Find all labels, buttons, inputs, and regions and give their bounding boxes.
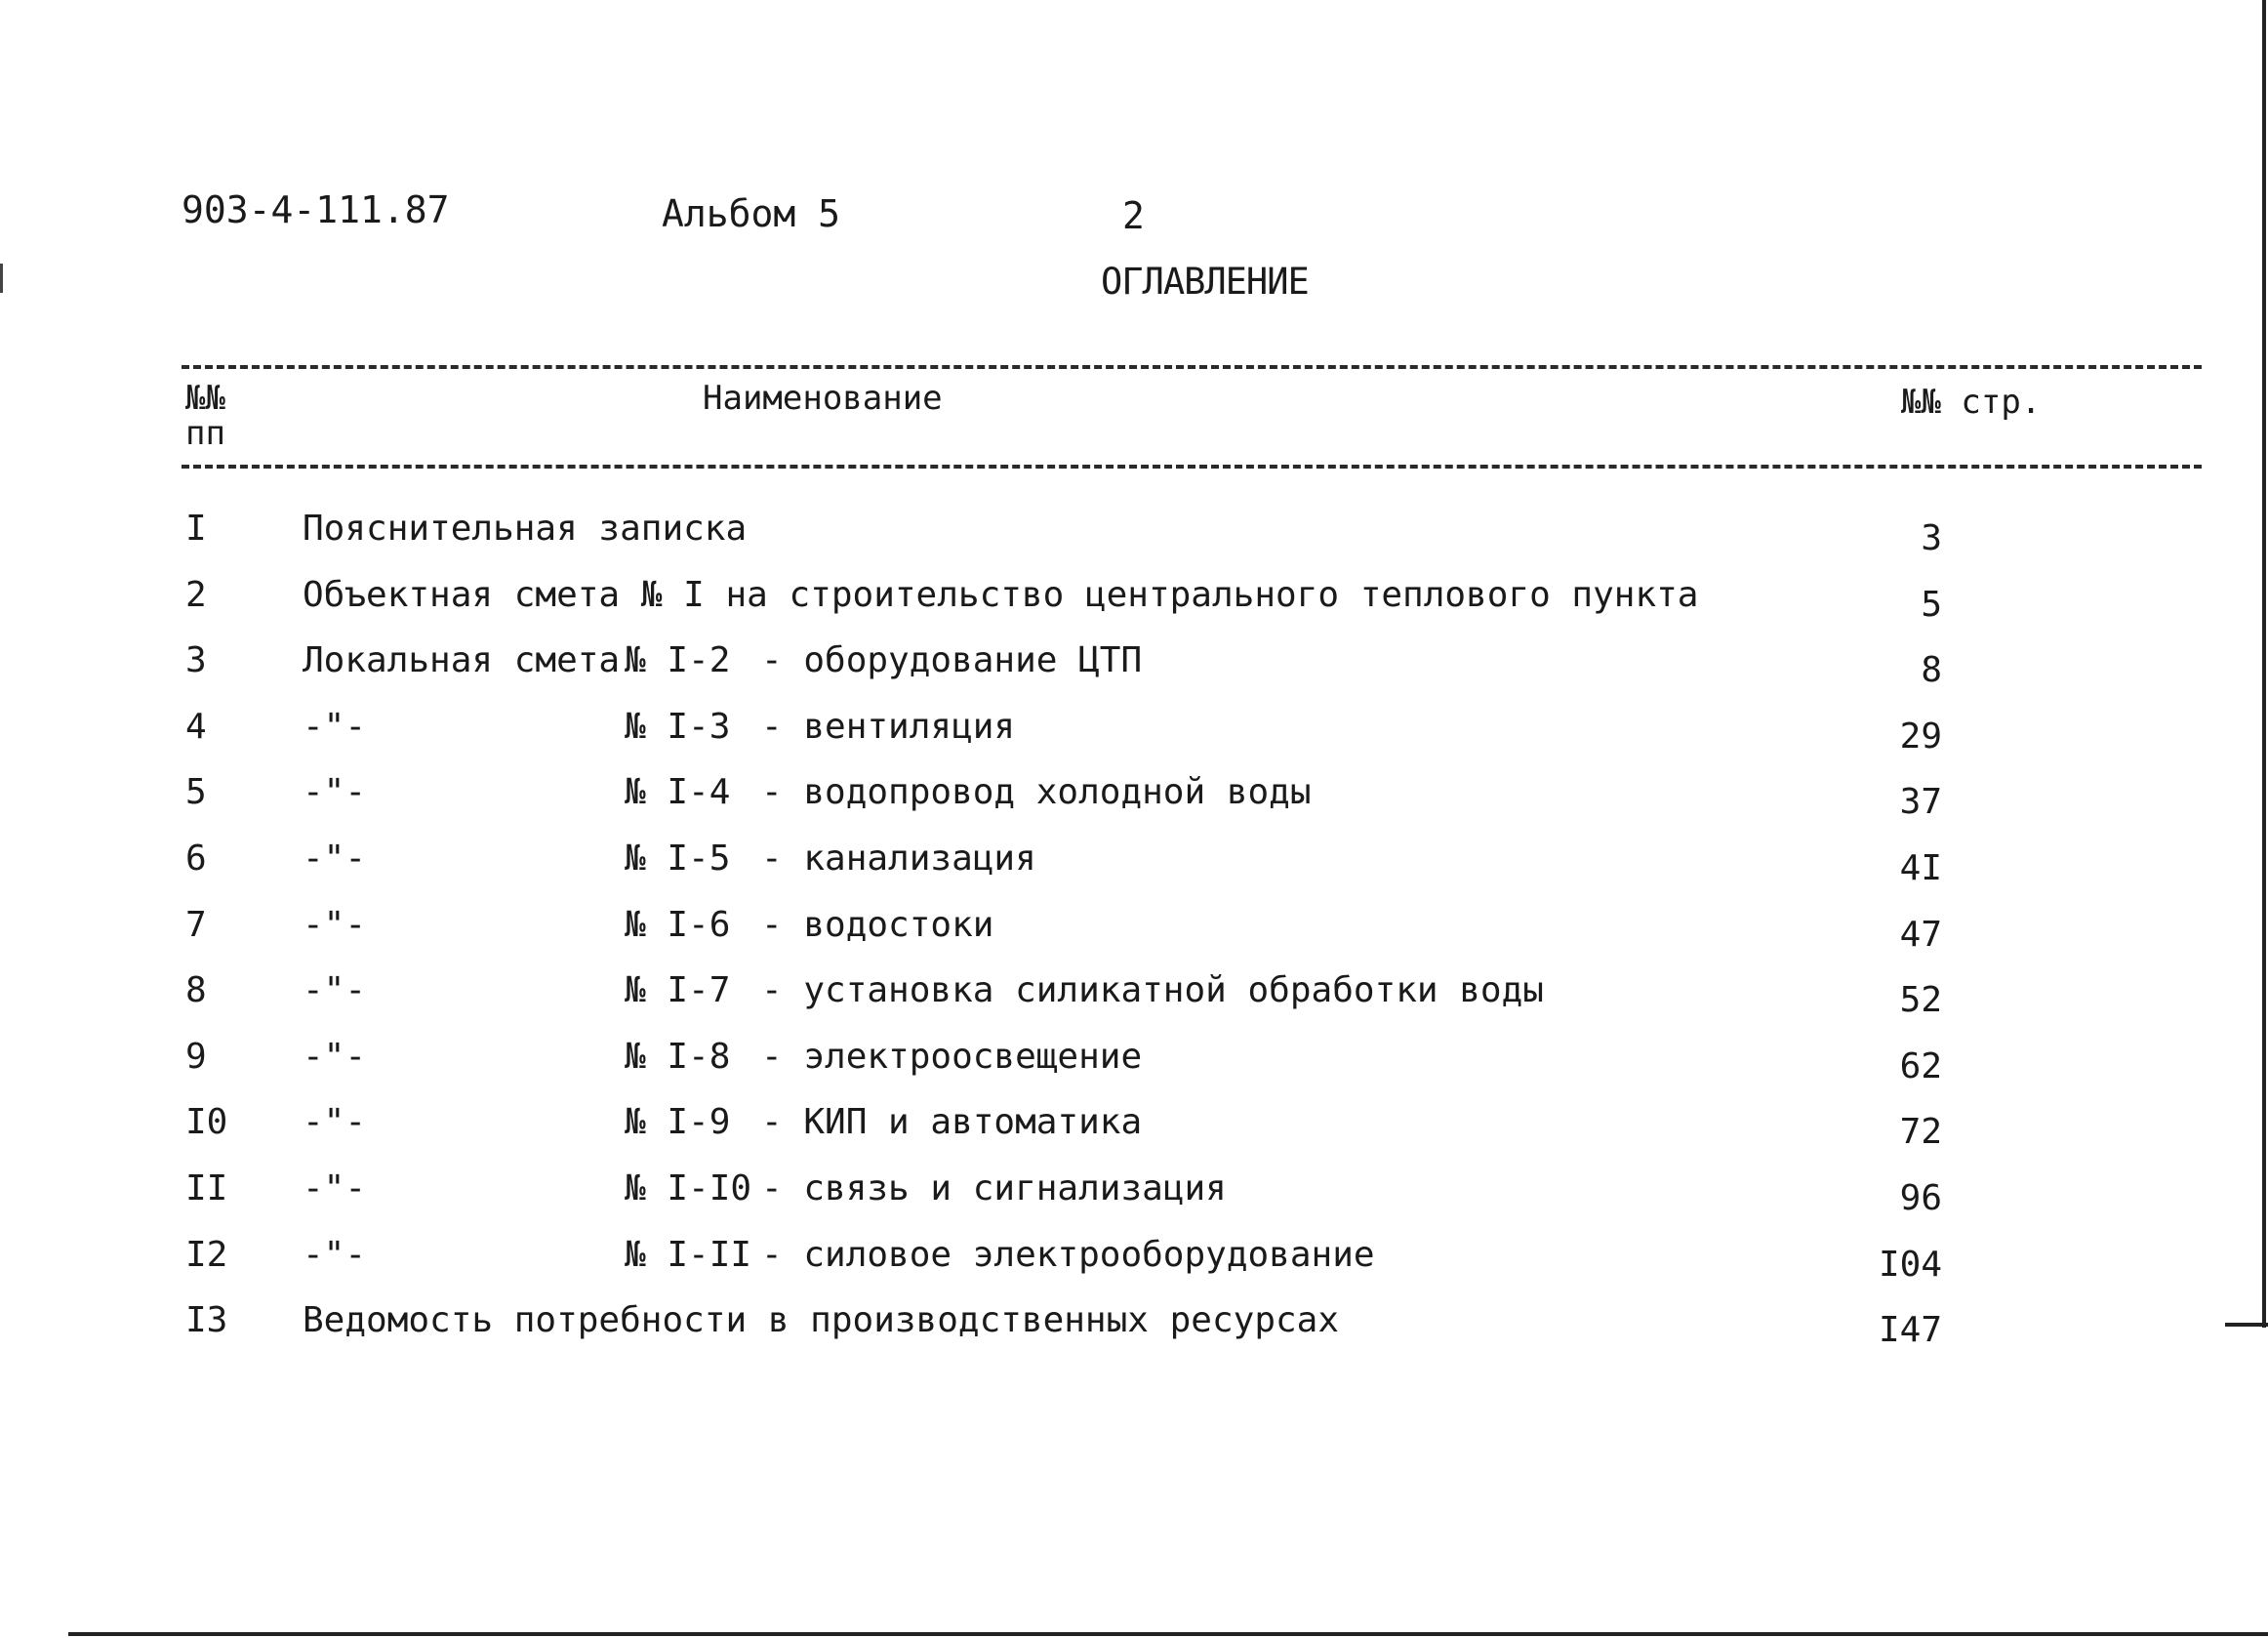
- toc-row: [0, 704, 2268, 770]
- toc-row-page: 29: [1899, 716, 1942, 757]
- toc-row: [0, 637, 2268, 704]
- toc-row-number: I3: [185, 1300, 228, 1341]
- toc-row: [0, 769, 2268, 836]
- toc-row-description: - вентиляция: [761, 706, 1016, 747]
- page-number: 2: [1122, 194, 1145, 237]
- toc-row-code: № I-9: [625, 1102, 731, 1143]
- toc-row-description: - оборудование ЦТП: [761, 640, 1143, 681]
- toc-row-page: 37: [1899, 782, 1942, 823]
- toc-row-description: - водопровод холодной воды: [761, 772, 1312, 813]
- toc-row-number: 2: [185, 574, 207, 615]
- toc-row-name: -"-: [303, 838, 367, 879]
- toc-row-number: 9: [185, 1036, 207, 1077]
- toc-row-number: II: [185, 1167, 228, 1208]
- toc-row-code: № I-2: [625, 640, 731, 681]
- toc-row-description: - установка силикатной обработки воды: [761, 970, 1544, 1011]
- toc-row: [0, 1034, 2268, 1100]
- toc-row: [0, 967, 2268, 1034]
- toc-row-page: 62: [1899, 1045, 1942, 1086]
- toc-row-number: 3: [185, 640, 207, 681]
- toc-row-description: - электроосвещение: [761, 1036, 1143, 1077]
- toc-row-page: 52: [1899, 980, 1942, 1021]
- toc-row-description: - силовое электрооборудование: [761, 1234, 1375, 1275]
- toc-row-number: I: [185, 509, 207, 549]
- toc-row-code: № I-II: [625, 1234, 752, 1275]
- toc-row-number: 8: [185, 970, 207, 1011]
- toc-row: [0, 1099, 2268, 1166]
- toc-row-number: 7: [185, 904, 207, 945]
- toc-row: [0, 1232, 2268, 1298]
- toc-row-page: 5: [1921, 584, 1942, 625]
- toc-row-name: Объектная смета № I на строительство центрального теплового пункта: [303, 574, 1699, 615]
- toc-row: [0, 1297, 2268, 1364]
- toc-row-number: 6: [185, 838, 207, 879]
- toc-row-description: - связь и сигнализация: [761, 1167, 1227, 1208]
- toc-row-description: - канализация: [761, 838, 1036, 879]
- toc-row-code: № I-7: [625, 970, 731, 1011]
- toc-row-code: № I-4: [625, 772, 731, 813]
- toc-row-code: № I-8: [625, 1036, 731, 1077]
- toc-row-code: № I-6: [625, 904, 731, 945]
- dashed-rule-top: [182, 365, 2202, 369]
- column-header-page: №№ стр.: [1901, 383, 2042, 422]
- toc-row-number: 4: [185, 706, 207, 747]
- toc-row-code: № I-I0: [625, 1167, 752, 1208]
- toc-row-name: -"-: [303, 706, 367, 747]
- column-header-number-line2: пп: [185, 414, 225, 453]
- toc-row-page: 96: [1899, 1177, 1942, 1218]
- toc-row: [0, 572, 2268, 638]
- toc-row: [0, 506, 2268, 572]
- scan-border-bottom: [68, 1632, 2268, 1636]
- toc-row-description: - КИП и автоматика: [761, 1102, 1143, 1143]
- column-header-name: Наименование: [703, 379, 943, 418]
- toc-row-name: -"-: [303, 1234, 367, 1275]
- toc-row-code: № I-3: [625, 706, 731, 747]
- toc-row-name: Пояснительная записка: [303, 509, 748, 549]
- dashed-rule-bottom: [182, 465, 2202, 469]
- toc-row-name: Локальная смета: [303, 640, 621, 681]
- toc-row-number: I2: [185, 1234, 228, 1275]
- toc-row: [0, 902, 2268, 968]
- scan-mark: [0, 264, 3, 293]
- page-title: ОГЛАВЛЕНИЕ: [1101, 261, 1309, 303]
- toc-row-number: 5: [185, 772, 207, 813]
- toc-row-page: 3: [1921, 518, 1942, 558]
- album-label: Альбом 5: [662, 192, 841, 235]
- toc-row: [0, 1166, 2268, 1232]
- toc-row-name: -"-: [303, 1167, 367, 1208]
- toc-row-page: 4I: [1899, 847, 1942, 888]
- toc-row-name: -"-: [303, 1036, 367, 1077]
- toc-row-page: 47: [1899, 914, 1942, 955]
- toc-row-name: -"-: [303, 772, 367, 813]
- toc-row-page: I04: [1878, 1244, 1942, 1285]
- toc-row-page: 72: [1899, 1112, 1942, 1153]
- toc-row-page: 8: [1921, 650, 1942, 691]
- toc-row-page: I47: [1878, 1310, 1942, 1351]
- toc-row-description: - водостоки: [761, 904, 994, 945]
- column-header-number-line1: №№: [185, 379, 225, 418]
- toc-row-number: I0: [185, 1102, 228, 1143]
- column-header-number: [185, 381, 244, 451]
- toc-row-name: -"-: [303, 1102, 367, 1143]
- toc-list: [0, 506, 2268, 1364]
- toc-row-name: Ведомость потребности в производственных ресурсах: [303, 1300, 1340, 1341]
- toc-row-code: № I-5: [625, 838, 731, 879]
- toc-row-name: -"-: [303, 970, 367, 1011]
- document-code: 903-4-111.87: [182, 188, 450, 231]
- toc-row: [0, 836, 2268, 902]
- toc-row-name: -"-: [303, 904, 367, 945]
